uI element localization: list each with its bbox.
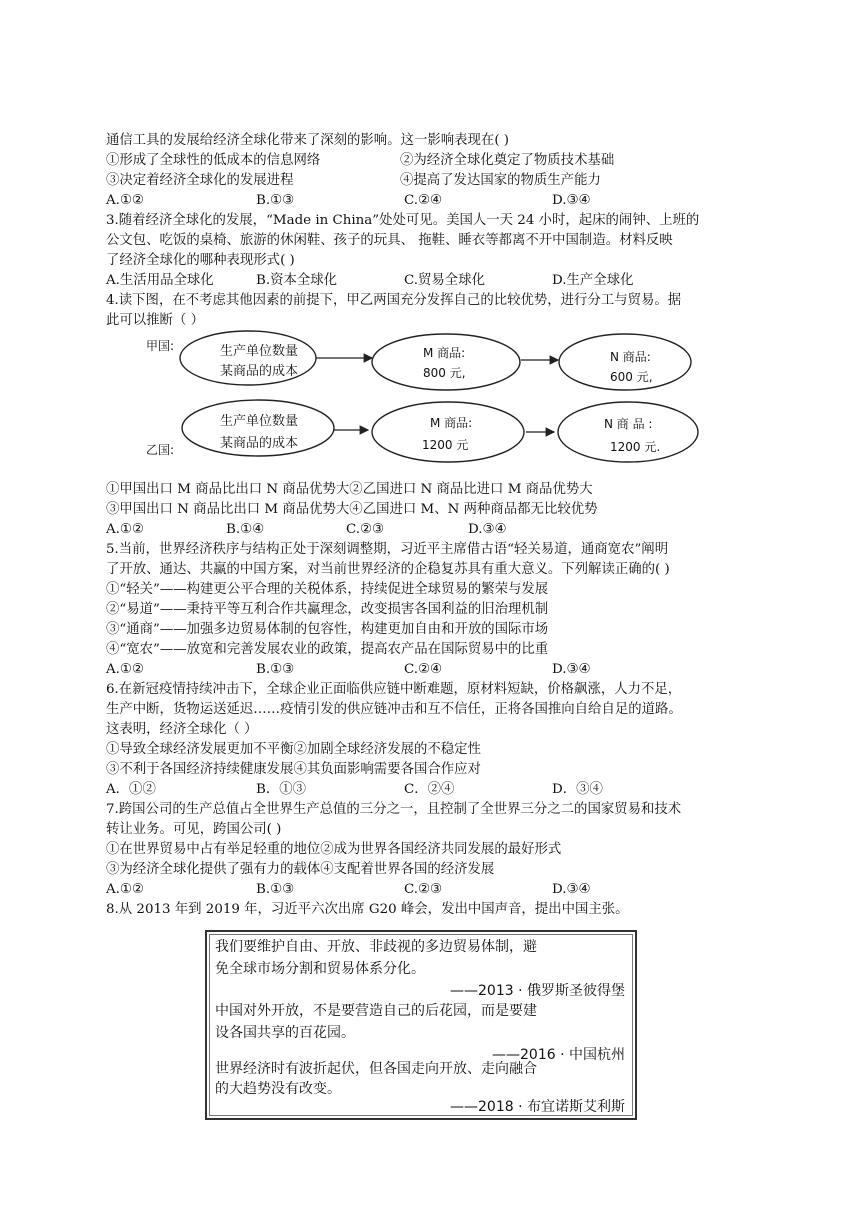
option-b: B．①③: [256, 782, 307, 797]
n-goods-label: N 商 品 :: [604, 417, 653, 431]
question-stem: 5.当前，世界经济秩序与结构正处于深刻调整期，习近平主席借古语“轻关易道，通商宽农”阐明: [106, 542, 669, 557]
statement: ①在世界贸易中占有举足轻重的地位②成为世界各国经济共同发展的最好形式: [106, 842, 562, 857]
option-d: D.③④: [552, 193, 591, 208]
question-stem: 转让业务。可见，跨国公司( ): [106, 822, 282, 837]
quote-line: 我们要维护自由、开放、非歧视的多边贸易体制，避: [215, 939, 537, 955]
option-b: B.①③: [256, 662, 295, 677]
n-goods-label: N 商品:: [610, 350, 651, 364]
m-goods-ellipse-b: [372, 402, 524, 462]
statement: ②为经济全球化奠定了物质技术基础: [400, 153, 615, 168]
quote-source: ——2013 · 俄罗斯圣彼得堡: [450, 983, 625, 999]
n-goods-cost: 1200 元.: [610, 440, 661, 454]
base-line-1: 生产单位数量: [220, 414, 299, 429]
option-c: C.②④: [404, 193, 443, 208]
statement: ④提高了发达国家的物质生产能力: [400, 173, 601, 188]
quote-line: 免全球市场分割和贸易体系分化。: [215, 961, 425, 977]
option-b: B.①③: [256, 193, 295, 208]
option-b: B.①③: [256, 882, 295, 897]
question-stem: 了开放、通达、共赢的中国方案，对当前世界经济的企稳复苏具有重大意义。下列解读正确的( ): [106, 562, 670, 577]
option-c: C.②③: [346, 522, 385, 537]
option-d: D.③④: [552, 662, 591, 677]
statement: ④“宽农”——放宽和完善发展农业的政策，提高农产品在国际贸易中的比重: [106, 642, 549, 657]
option-d: D．③④: [552, 782, 603, 797]
base-line-2: 某商品的成本: [220, 364, 299, 379]
option-d: D.③④: [552, 882, 591, 897]
question-stem: 此可以推断（ ）: [106, 313, 204, 328]
statement: ①甲国出口 M 商品比出口 N 商品优势大②乙国进口 N 商品比进口 M 商品优势大: [106, 482, 593, 497]
option-b: B.①④: [226, 522, 265, 537]
statement: ①形成了全球性的低成本的信息网络: [106, 153, 321, 168]
m-goods-cost: 1200 元: [422, 438, 469, 452]
statement: ①“轻关”——构建更公平合理的关税体系，持续促进全球贸易的繁荣与发展: [106, 582, 549, 597]
option-b: B.资本全球化: [256, 273, 338, 288]
statement: ①导致全球经济发展更加不平衡②加剧全球经济发展的不稳定性: [106, 742, 481, 757]
quote-line: 的大趋势没有改变。: [215, 1081, 341, 1097]
quote-line: 中国对外开放，不是要营造自己的后花园，而是要建: [215, 1003, 537, 1019]
quote-source: ——2018 · 布宜诺斯艾利斯: [450, 1099, 625, 1115]
question-stem: 公文包、吃饭的桌椅、旅游的休闲鞋、孩子的玩具、 拖鞋、睡衣等都离不开中国制造。材料反映: [106, 233, 673, 248]
statement: ③决定着经济全球化的发展进程: [106, 173, 294, 188]
option-a: A．①②: [106, 782, 156, 797]
option-a: A.①②: [106, 193, 144, 208]
statement: ③不利于各国经济持续健康发展④其负面影响需要各国合作应对: [106, 762, 481, 777]
statement: ②“易道”——秉持平等互利合作共赢理念，改变损害各国利益的旧治理机制: [106, 602, 549, 617]
quote-line: 设各国共享的百花园。: [215, 1025, 355, 1041]
option-c: C．②④: [404, 782, 455, 797]
question-stem: 8.从 2013 年到 2019 年，习近平六次出席 G20 峰会，发出中国声音，提出中国主张。: [106, 902, 629, 917]
question-stem: 7.跨国公司的生产总值占全世界生产总值的三分之一，且控制了全世界三分之二的国家贸易和技术: [106, 802, 682, 817]
option-a: A.生活用品全球化: [106, 273, 214, 288]
m-goods-label: M 商品:: [430, 416, 473, 430]
option-d: D.生产全球化: [552, 273, 634, 288]
trade-diagram: [140, 330, 700, 470]
option-a: A.①②: [106, 662, 144, 677]
option-c: C.②③: [404, 882, 443, 897]
question-stem: 这表明，经济全球化（ ）: [106, 722, 258, 737]
option-a: A.①②: [106, 522, 144, 537]
m-goods-label: M 商品:: [423, 346, 466, 360]
base-line-2: 某商品的成本: [220, 436, 299, 451]
statement: ③甲国出口 N 商品比出口 M 商品优势大④乙国进口 M、N 两种商品都无比较优势: [106, 502, 598, 517]
option-d: D.③④: [468, 522, 507, 537]
question-stem: 了经济全球化的哪种表现形式( ): [106, 253, 295, 268]
statement: ③“通商”——加强多边贸易体制的包容性，构建更加自由和开放的国际市场: [106, 622, 549, 637]
m-goods-ellipse-a: [372, 334, 520, 390]
country-b-label: 乙国:: [146, 443, 175, 457]
question-stem: 6.在新冠疫情持续冲击下，全球企业正面临供应链中断难题，原材料短缺，价格飙涨，人力不足，: [106, 682, 682, 697]
question-stem: 生产中断，货物运送延迟……疫情引发的供应链冲击和互不信任，正将各国推向自给自足的道路。: [106, 702, 682, 717]
question-stem: 通信工具的发展给经济全球化带来了深刻的影响。这一影响表现在( ): [106, 133, 510, 148]
question-stem: 4.读下图，在不考虑其他因素的前提下，甲乙两国充分发挥自己的比较优势，进行分工与贸易。据: [106, 293, 682, 308]
base-line-1: 生产单位数量: [220, 344, 299, 359]
n-goods-cost: 600 元,: [610, 370, 653, 384]
option-c: C.贸易全球化: [404, 273, 485, 288]
m-goods-cost: 800 元,: [423, 366, 466, 380]
statement: ③为经济全球化提供了强有力的载体④支配着世界各国的经济发展: [106, 862, 495, 877]
option-a: A.①②: [106, 882, 144, 897]
quote-line: 世界经济时有波折起伏，但各国走向开放、走向融合: [215, 1061, 537, 1077]
quote-source: ——2016 · 中国杭州: [492, 1047, 625, 1063]
question-stem: 3.随着经济全球化的发展，“Made in China”处处可见。美国人一天 24 小时，起床的闹钟、上班的: [106, 213, 700, 228]
country-a-label: 甲国:: [146, 339, 175, 353]
quote-box: [205, 930, 637, 1120]
option-c: C.②④: [404, 662, 443, 677]
